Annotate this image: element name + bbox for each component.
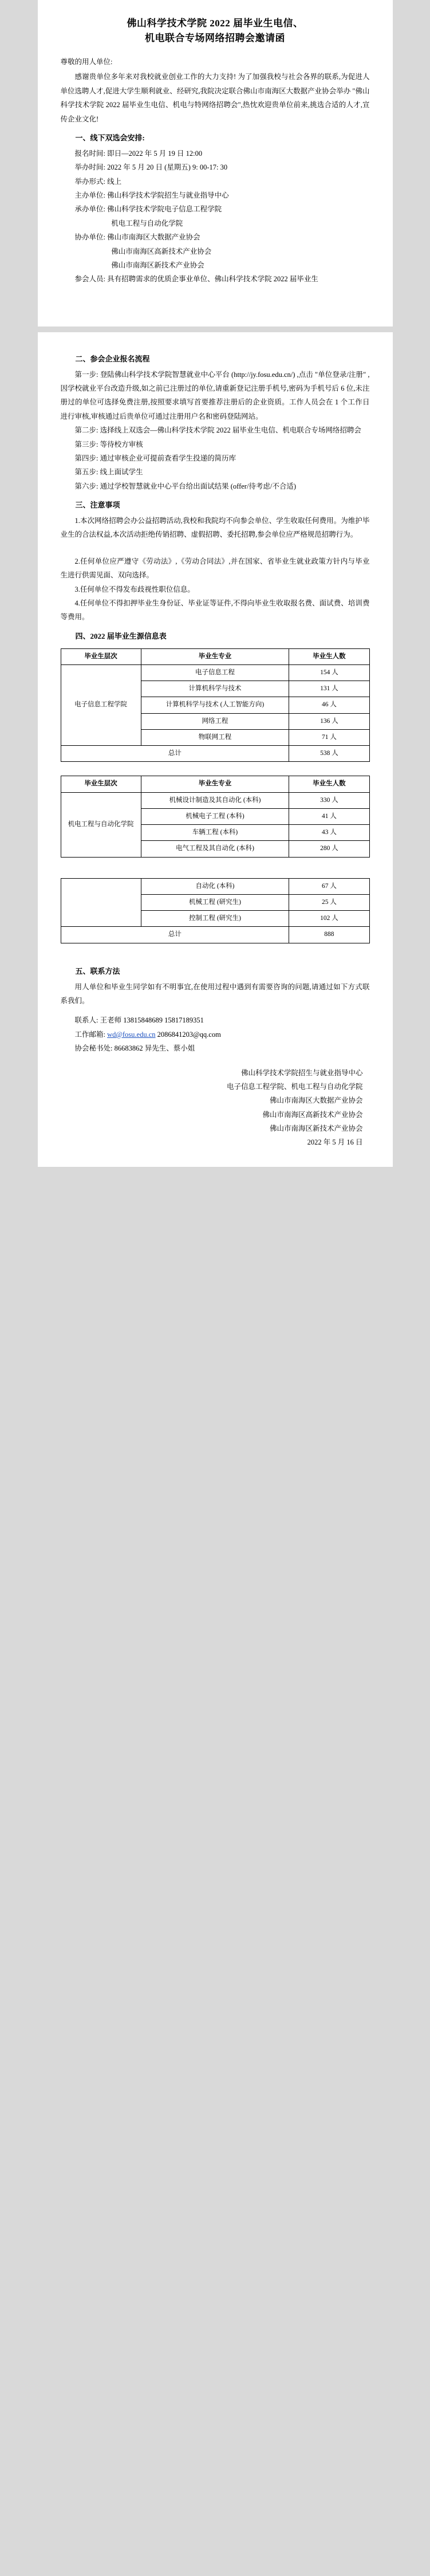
table-cell-major: 自动化 (本科) [141, 878, 289, 894]
table-gap [61, 765, 370, 771]
section-5-gap [61, 947, 370, 959]
section-1-item: 举办形式: 线上 [74, 177, 122, 186]
table-cell-total-label: 总计 [61, 927, 289, 943]
table-cell-major: 机械工程 (研究生) [141, 894, 289, 910]
section-4-heading: 四、2022 届毕业生源信息表 [75, 631, 167, 640]
table-cell-major: 网络工程 [141, 713, 289, 729]
table-cell-count: 46 人 [289, 697, 369, 713]
signature-block [61, 1066, 370, 1150]
table-header-row [61, 648, 369, 664]
table-cell-major: 电气工程及其自动化 (本科) [141, 841, 289, 857]
table-header-major: 毕业生专业 [141, 776, 289, 792]
table-cell-count: 67 人 [289, 878, 369, 894]
table-header-row [61, 776, 369, 792]
section-3-note: 2.任何单位应严遵守《劳动法》,《劳动合同法》,并在国家、省毕业生就业政策方针内与毕业生进行供需见面、双向选择。 [60, 557, 370, 580]
table-cell-count: 25 人 [289, 894, 369, 910]
table-cell-major: 车辆工程 (本科) [141, 825, 289, 841]
table-header-level: 毕业生层次 [61, 776, 141, 792]
graduate-table-continued [61, 878, 370, 943]
signature-line: 佛山科学技术学院招生与就业指导中心 [240, 1068, 363, 1077]
section-2-step: 第二步: 选择线上双选会—佛山科学技术学院 2022 届毕业生电信、机电联合专场网络招聘会 [74, 426, 361, 435]
table-cell-count: 43 人 [289, 825, 369, 841]
page-bottom-spacer [61, 286, 370, 309]
document-page-2 [38, 332, 393, 1167]
contact-email-link[interactable]: wd@fosu.edu.cn [107, 1030, 156, 1039]
table-cell-major: 机械电子工程 (本科) [141, 808, 289, 824]
table-cell-total-value: 888 [289, 927, 369, 943]
notes-spacer [61, 542, 370, 554]
signature-line: 佛山市南海区大数据产业协会 [269, 1096, 363, 1105]
section-1-item-sub: 佛山市南海区新技术产业协会 [111, 261, 204, 269]
salutation: 尊敬的用人单位: [60, 57, 113, 66]
table-row [61, 664, 369, 681]
section-1-item-sub: 佛山市南海区高新技术产业协会 [111, 247, 212, 255]
section-2-step: 第四步: 通过审核企业可提前查看学生投递的简历库 [74, 454, 236, 462]
intro-paragraph: 感谢贵单位多年来对我校就业创业工作的大力支持! 为了加强我校与社会各界的联系,为促进人单位选聘人才,促进大学生顺利就业、经研究,我院决定联合佛山市南海区大数据产业协会举办 "佛山科学技术学院 2022 届毕业生电信、机电与特网络招聘会",热忱欢迎贵单位前来,挑选合适的人才,宣传企业文化! [60, 73, 370, 123]
section-5-intro: 用人单位和毕业生同学如有不明事宜,在使用过程中遇到有需要咨询的问题,请通过如下方式联系我们。 [60, 982, 370, 1005]
table-total-row [61, 927, 369, 943]
table-cell-major: 机械设计制造及其自动化 (本科) [141, 792, 289, 808]
table-row [61, 878, 369, 894]
section-1-heading: 一、线下双选会安排: [75, 133, 145, 142]
graduate-table-electronics [61, 648, 370, 762]
table-cell-major: 控制工程 (研究生) [141, 911, 289, 927]
section-1-item-sub: 机电工程与自动化学院 [111, 219, 183, 227]
section-2-step: 第三步: 等待校方审核 [74, 440, 143, 449]
signature-line: 佛山市南海区新技术产业协会 [269, 1124, 363, 1133]
contact-gap [61, 1008, 370, 1013]
section-3-heading: 三、注意事项 [75, 501, 120, 510]
page-title [61, 16, 370, 46]
signature-date: 2022 年 5 月 16 日 [307, 1138, 363, 1147]
section-2-step: 第一步: 登陆佛山科学技术学院智慧就业中心平台 (http://jy.fosu.edu.cn/) ,点击 "单位登录/注册" ,因学校就业平台改造升级,如之前已注册过的单位,请重新登记注册手机号,密码为手机号后 6 位,未注册过的单位可选择免费注册,按照要求填写首要推荐注册后的企业资质。工作人员会在 1 个工作日进行审核,审核通过后贵单位可通过注册用户名和密码登陆网站。 [60, 370, 370, 420]
table-cell-count: 102 人 [289, 911, 369, 927]
contact-association: 协会秘书处: 86683862 异先生、蔡小姐 [74, 1044, 195, 1053]
table-header-major: 毕业生专业 [141, 648, 289, 664]
section-1-item: 主办单位: 佛山科学技术学院招生与就业指导中心 [74, 191, 229, 200]
contact-email-label: 工作邮箱: [74, 1030, 108, 1039]
graduate-table-mechanical [61, 776, 370, 857]
page-title-line-1: 佛山科学技术学院 2022 届毕业生电信、 [127, 18, 303, 29]
table-cell-count: 136 人 [289, 713, 369, 729]
table-header-level: 毕业生层次 [61, 648, 141, 664]
table-total-row [61, 746, 369, 762]
table-cell-count: 71 人 [289, 729, 369, 745]
section-3-note: 1.本次网络招聘会办公益招聘活动,我校和我院均不向参会单位、学生收取任何费用。为维护毕业生的合法权益,本次活动拒绝传销招聘、虚假招聘、委托招聘,参会单位应严格规范招聘行为。 [60, 517, 370, 539]
section-1-item: 协办单位: 佛山市南海区大数据产业协会 [74, 233, 200, 242]
contact-phone: 联系人: 王老师 13815848689 15817189351 [74, 1016, 204, 1025]
table-row [61, 792, 369, 808]
table-cell-group-label: 机电工程与自动化学院 [61, 792, 141, 857]
table-header-count: 毕业生人数 [289, 776, 369, 792]
section-5-heading: 五、联系方法 [75, 966, 120, 976]
signature-line: 佛山市南海区高新技术产业协会 [262, 1110, 363, 1119]
page-title-line-2: 机电联合专场网络招聘会邀请函 [145, 33, 285, 44]
section-1-item: 承办单位: 佛山科学技术学院电子信息工程学院 [74, 205, 222, 214]
table-cell-count: 131 人 [289, 681, 369, 697]
section-3-note: 3.任何单位不得发布歧视性职位信息。 [74, 585, 195, 593]
table-cell-count: 330 人 [289, 792, 369, 808]
contact-email-row [61, 1028, 370, 1041]
table-cell-total-value: 538 人 [289, 746, 369, 762]
table-header-count: 毕业生人数 [289, 648, 369, 664]
table-cell-count: 41 人 [289, 808, 369, 824]
section-2-step: 第六步: 通过学校智慧就业中心平台给出面试结果 (offer/待考虑/不合适) [74, 482, 297, 490]
section-1-item: 参会人员: 具有招聘需求的优质企事业单位、佛山科学技术学院 2022 届毕业生 [74, 275, 318, 284]
section-2-step: 第五步: 线上面试学生 [74, 468, 143, 477]
table-gap-2 [61, 861, 370, 874]
contact-email-secondary: 2086841203@qq.com [155, 1030, 221, 1039]
section-2-heading: 二、参会企业报名流程 [75, 354, 150, 363]
table-cell-major: 电子信息工程 [141, 664, 289, 681]
table-cell-total-label: 总计 [61, 746, 289, 762]
document-page-wrap [0, 0, 430, 1167]
section-1-item: 举办时间: 2022 年 5 月 20 日 (星期五) 9: 00-17: 30 [74, 163, 228, 172]
section-3-note: 4.任何单位不得扣押毕业生身份证、毕业证等证件,不得向毕业生收取报名费、面试费、培训费等费用。 [60, 599, 370, 622]
section-1-item: 报名时间: 即日—2022 年 5 月 19 日 12:00 [74, 149, 203, 158]
table-cell-count: 154 人 [289, 664, 369, 681]
table-cell-group-label: 电子信息工程学院 [61, 664, 141, 745]
table-cell-major: 计算机科学与技术 (人工智能方向) [141, 697, 289, 713]
table-cell-major: 物联网工程 [141, 729, 289, 745]
table-cell-group-blank [61, 878, 141, 927]
signature-line: 电子信息工程学院、机电工程与自动化学院 [226, 1082, 363, 1091]
table-cell-count: 280 人 [289, 841, 369, 857]
document-page-1 [38, 0, 393, 327]
table-cell-major: 计算机科学与技术 [141, 681, 289, 697]
